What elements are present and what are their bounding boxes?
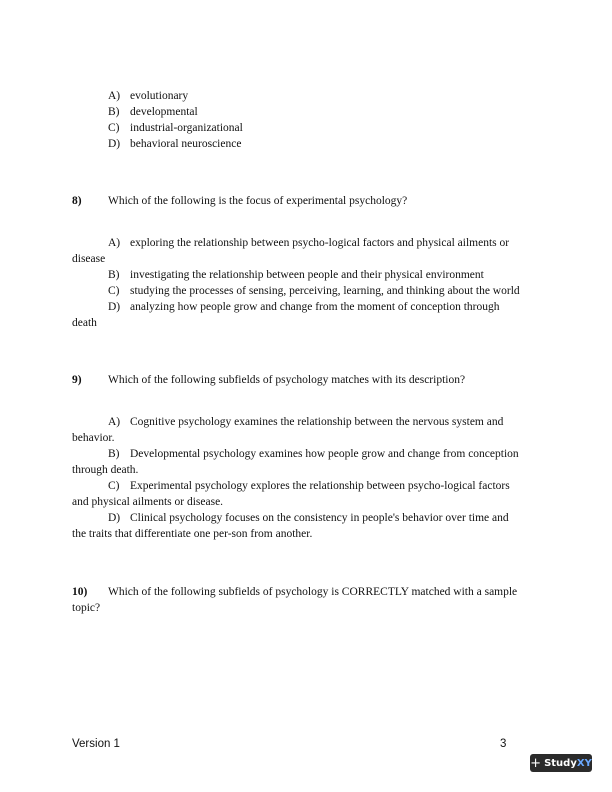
q7-option-a: A) evolutionary — [108, 90, 189, 102]
q8-text: Which of the following is the focus of experimental psychology? — [108, 195, 408, 207]
q9-option-c: C) Experimental psychology explores the relationship between psycho-logical factors — [108, 480, 510, 492]
q8-option-b: B) investigating the relationship between people and their physical environment — [108, 269, 484, 281]
q10-text: Which of the following subfields of psychology is CORRECTLY matched with a sample — [108, 586, 518, 598]
q8-number: 8) — [72, 195, 82, 207]
q9-option-d-cont: the traits that differentiate one per-son from another. — [72, 528, 313, 540]
q8-option-d-cont: death — [72, 317, 97, 329]
q9-number: 9) — [72, 374, 82, 386]
page-number: 3 — [500, 738, 507, 750]
q8-option-a-cont: disease — [72, 253, 106, 265]
q9-option-d: D) Clinical psychology focuses on the consistency in people's behavior over time and — [108, 512, 509, 524]
q10-text-cont: topic? — [72, 602, 101, 614]
badge-brand: StudyXY — [544, 757, 592, 769]
q9-option-a-cont: behavior. — [72, 432, 115, 444]
q9-option-b-cont: through death. — [72, 464, 139, 476]
q8-option-d: D) analyzing how people grow and change from the moment of conception through — [108, 301, 500, 313]
q9-text: Which of the following subfields of psychology matches with its description? — [108, 374, 466, 386]
q8-option-c: C) studying the processes of sensing, perceiving, learning, and thinking about the world — [108, 285, 520, 297]
plus-icon: + — [530, 755, 542, 771]
q9-option-a: A) Cognitive psychology examines the relationship between the nervous system and — [108, 416, 504, 428]
footer-version: Version 1 — [72, 738, 120, 750]
q8-option-a: A) exploring the relationship between psycho-logical factors and physical ailments or — [108, 237, 510, 249]
q7-option-b: B) developmental — [108, 106, 198, 118]
q9-option-c-cont: and physical ailments or disease. — [72, 496, 224, 508]
q7-option-d: D) behavioral neuroscience — [108, 138, 242, 150]
studyxy-badge[interactable] — [530, 754, 592, 772]
q9-option-b: B) Developmental psychology examines how people grow and change from conception — [108, 448, 519, 460]
q10-number: 10) — [72, 586, 88, 598]
q7-option-c: C) industrial-organizational — [108, 122, 243, 134]
